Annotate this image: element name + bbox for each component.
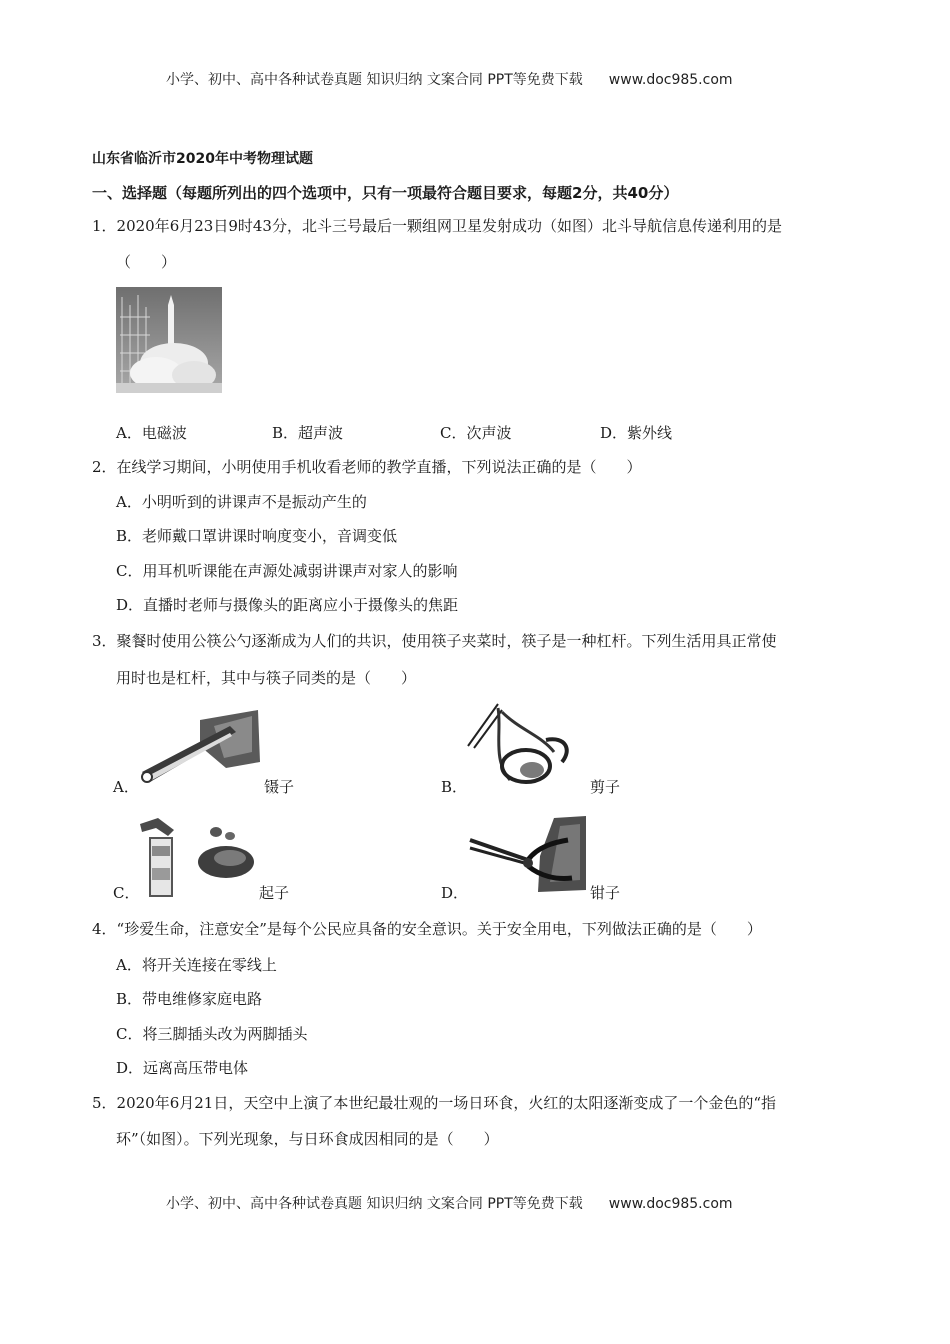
q3-option-a-label: 镊子 [264, 778, 295, 796]
q2-stem: 2．在线学习期间，小明使用手机收看老师的教学直播，下列说法正确的是（ ） [92, 458, 642, 476]
page-footer [166, 1193, 733, 1213]
footer-site: www.doc985.com [608, 1196, 733, 1212]
q3-stem-line1: 3．聚餐时使用公筷公勺逐渐成为人们的共识，使用筷子夹菜时，筷子是一种杠杆。下列生活用具正常使 [92, 632, 777, 650]
q3-option-a-letter: A． [113, 778, 139, 796]
rocket-launch-image [116, 287, 222, 393]
q3-option-b-letter: B． [441, 778, 468, 796]
q3-option-c-label: 起子 [259, 884, 290, 902]
bottle-opener-image [138, 816, 258, 898]
q4-option-c: C．将三脚插头改为两脚插头 [116, 1025, 308, 1043]
tweezers-image [140, 706, 262, 786]
q4-option-b: B．带电维修家庭电路 [116, 990, 263, 1008]
scissors-image [462, 700, 592, 790]
page-header [166, 69, 733, 89]
header-site: www.doc985.com [608, 72, 733, 88]
q3-stem-line2: 用时也是杠杆，其中与筷子同类的是（ ） [116, 669, 417, 687]
q2-option-b: B．老师戴口罩讲课时响度变小，音调变低 [116, 527, 398, 545]
section-heading: 一、选择题（每题所列出的四个选项中，只有一项最符合题目要求，每题2分，共40分） [92, 184, 679, 202]
q2-option-c: C．用耳机听课能在声源处减弱讲课声对家人的影响 [116, 562, 458, 580]
q5-stem-line1: 5．2020年6月21日，天空中上演了本世纪最壮观的一场日环食，火红的太阳逐渐变成了一个金色的“指 [92, 1094, 777, 1112]
q1-paren: （ ） [116, 253, 177, 271]
q4-option-a: A．将开关连接在零线上 [116, 956, 277, 974]
q4-option-d: D．远离高压带电体 [116, 1059, 249, 1077]
pliers-image [468, 816, 588, 896]
q1-stem: 1．2020年6月23日9时43分，北斗三号最后一颗组网卫星发射成功（如图）北斗导航信息传递利用的是 [92, 217, 782, 235]
q3-option-d-letter: D． [441, 884, 469, 902]
q3-option-d-label: 钳子 [590, 884, 621, 902]
q3-option-c-letter: C． [113, 884, 140, 902]
q1-option-c: C．次声波 [440, 424, 512, 442]
q3-option-b-label: 剪子 [590, 778, 621, 796]
q5-stem-line2: 环”（如图）。下列光现象，与日环食成因相同的是（ ） [116, 1130, 499, 1148]
footer-text: 小学、初中、高中各种试卷真题 知识归纳 文案合同 PPT等免费下载 [166, 1196, 583, 1212]
q2-option-a: A．小明听到的讲课声不是振动产生的 [116, 493, 367, 511]
exam-title: 山东省临沂市2020年中考物理试题 [92, 151, 313, 167]
q1-option-d: D．紫外线 [600, 424, 673, 442]
q4-stem: 4．“珍爱生命，注意安全”是每个公民应具备的安全意识。关于安全用电，下列做法正确的是（ ） [92, 920, 762, 938]
q1-option-b: B．超声波 [272, 424, 344, 442]
header-text: 小学、初中、高中各种试卷真题 知识归纳 文案合同 PPT等免费下载 [166, 72, 583, 88]
q1-option-a: A．电磁波 [116, 424, 187, 442]
q2-option-d: D．直播时老师与摄像头的距离应小于摄像头的焦距 [116, 596, 459, 614]
